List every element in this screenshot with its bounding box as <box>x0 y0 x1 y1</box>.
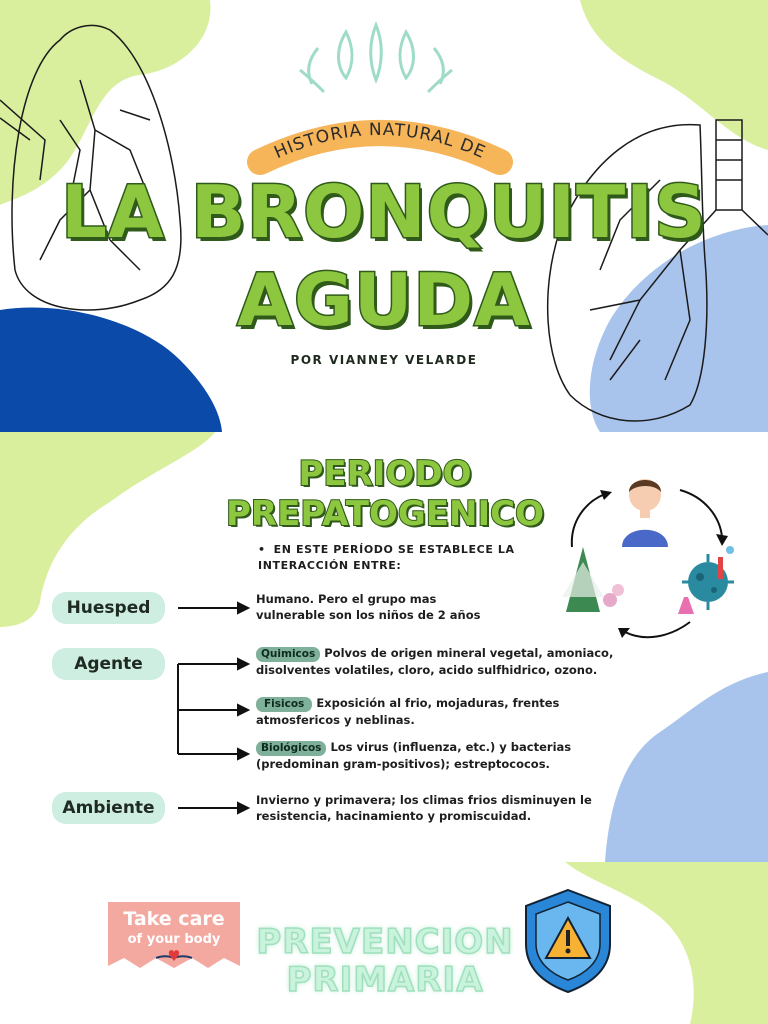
bullet-icon: • <box>258 543 266 556</box>
sticker-line-2: of your body <box>127 932 221 947</box>
warning-shield-icon <box>526 890 610 992</box>
prevention-title-line-2: PRIMARIA <box>286 960 484 1000</box>
tag-biological: Biológicos <box>256 741 326 756</box>
sticker-line-1: Take care <box>123 908 225 930</box>
agent-biological <box>256 739 596 772</box>
person-icon <box>622 479 668 547</box>
leaf-decoration <box>300 25 452 92</box>
lime-blob-top-right <box>580 0 768 150</box>
agent-biological-text: Los virus (influenza, etc.) y bacterias (predominan gram-positivos); estreptococos. <box>256 740 572 771</box>
take-care-sticker <box>104 898 244 974</box>
cover-header <box>0 0 768 432</box>
section-title-line-2: PREPATOGENICO <box>226 494 544 534</box>
host-label: Huesped <box>52 592 165 624</box>
curved-subtitle: HISTORIA NATURAL DE <box>271 119 489 164</box>
prepathogenic-section <box>0 432 768 862</box>
section-title-line-1: PERIODO <box>298 454 472 494</box>
agent-physical <box>256 695 596 728</box>
title-line-1: LA BRONQUITIS <box>61 170 707 254</box>
curved-subtitle-badge <box>240 100 520 180</box>
tree-icon <box>562 547 624 612</box>
connector-arrows <box>178 603 248 813</box>
blue-blob-right <box>605 672 768 862</box>
agent-chemical <box>256 645 626 678</box>
prevention-title-line-1: PREVENCION <box>256 922 514 962</box>
author-credit: POR VIANNEY VELARDE <box>290 353 478 367</box>
tag-chemical: Quimicos <box>256 647 320 662</box>
virus-lab-icon <box>678 546 734 614</box>
prevention-footer <box>0 862 768 1024</box>
environment-label: Ambiente <box>52 792 165 824</box>
agent-physical-text: Exposición al frio, mojaduras, frentes atmosfericos y neblinas. <box>256 696 560 727</box>
agent-chemical-text: Polvos de origen mineral vegetal, amoniaco, disolventes volatiles, cloro, acido sulfhidrico, ozono. <box>256 646 614 677</box>
intro-text: EN ESTE PERÍODO SE ESTABLECE LA INTERACCIÓN ENTRE: <box>258 543 515 572</box>
agent-label: Agente <box>52 648 165 680</box>
environment-text: Invierno y primavera; los climas frios disminuyen le resistencia, hacinamiento y promiscuidad. <box>256 793 592 823</box>
title-line-2: AGUDA <box>237 258 531 342</box>
tag-physical: Fisicos <box>256 697 312 712</box>
host-text: Humano. Pero el grupo mas vulnerable son los niños de 2 años <box>256 592 481 622</box>
triad-cycle-illustration <box>562 479 734 638</box>
intro-bullet <box>258 542 558 574</box>
